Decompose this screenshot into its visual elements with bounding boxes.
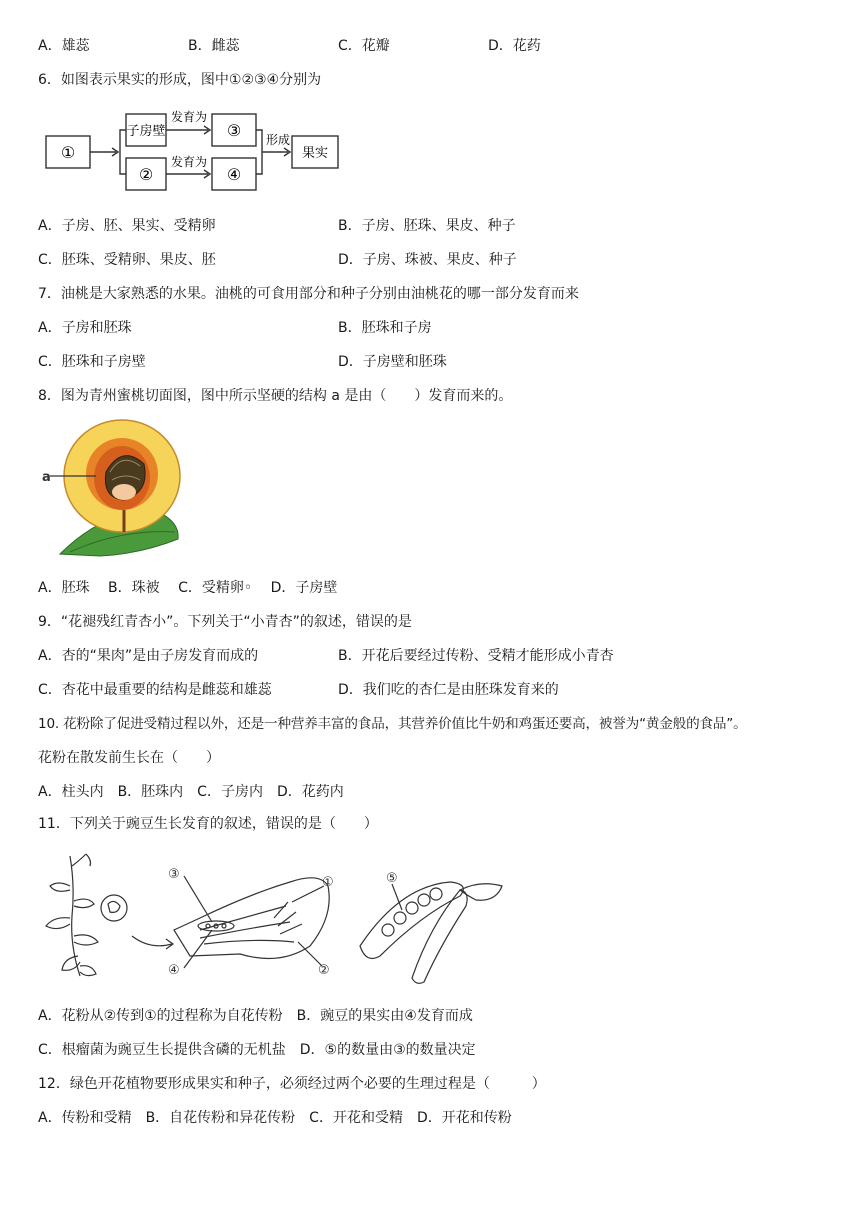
q9-option-a: A．杏的“果肉”是由子房发育而成的 [38, 648, 259, 664]
q9-option-d: D．我们吃的杏仁是由胚珠发育来的 [338, 682, 559, 698]
q11-stem: 11．下列关于豌豆生长发育的叙述，错误的是（ ） [38, 816, 378, 832]
q12-options: A．传粉和受精 B．自花传粉和异花传粉 C．开花和受精 D．开花和传粉 [38, 1110, 512, 1126]
q5-option-d: D．花药 [488, 38, 541, 54]
q5-option-c: C．花瓣 [338, 38, 390, 54]
diagram-box1-label: ① [60, 143, 76, 162]
q10-stem-line1: 10. 花粉除了促进受精过程以外，还是一种营养丰富的食品，其营养价值比牛奶和鸡蛋还要高，被誉为“黄金般的食品”。 [38, 716, 747, 732]
q7-stem: 7．油桃是大家熟悉的水果。油桃的可食用部分和种子分别由油桃花的哪一部分发育而来 [38, 286, 579, 302]
pea-label-1: ① [322, 875, 334, 890]
peach-cross-section-figure [40, 414, 190, 566]
q5-option-a: A．雄蕊 [38, 38, 90, 54]
pea-label-2: ② [318, 963, 330, 978]
q8-options: A．胚珠 B．珠被 C．受精卵◦ D．子房壁 [38, 580, 338, 596]
q5-option-b: B．雌蕊 [188, 38, 240, 54]
diagram-ovary-wall-label: 子房壁 [126, 124, 166, 139]
diagram-box3-label: ③ [226, 121, 242, 140]
q6-option-c: C．胚珠、受精卵、果皮、胚 [38, 252, 216, 268]
q11-options-ab: A．花粉从②传到①的过程称为自花传粉 B．豌豆的果实由④发育而成 [38, 1008, 473, 1024]
diagram-develop1-label: 发育为 [170, 110, 208, 124]
diagram-box4-label: ④ [226, 165, 242, 184]
q10-options: A．柱头内 B．胚珠内 C．子房内 D．花药内 [38, 784, 344, 800]
pea-label-3: ③ [168, 867, 180, 882]
q6-option-d: D．子房、珠被、果皮、种子 [338, 252, 517, 268]
q10-stem-line2: 花粉在散发前生长在（ ） [38, 750, 220, 766]
pea-growth-figure [40, 846, 520, 990]
q9-option-c: C．杏花中最重要的结构是雌蕊和雄蕊 [38, 682, 272, 698]
q7-option-c: C．胚珠和子房壁 [38, 354, 146, 370]
pea-label-4: ④ [168, 963, 180, 978]
q7-option-a: A．子房和胚珠 [38, 320, 132, 336]
q6-stem: 6．如图表示果实的形成，图中①②③④分别为 [38, 72, 322, 88]
q6-option-b: B．子房、胚珠、果皮、种子 [338, 218, 516, 234]
q6-option-a: A．子房、胚、果实、受精卵 [38, 218, 216, 234]
diagram-box2-label: ② [138, 165, 154, 184]
q9-stem: 9．“花褪残红青杏小”。下列关于“小青杏”的叙述，错误的是 [38, 614, 412, 630]
diagram-fruit-label: 果实 [301, 146, 329, 161]
q7-option-b: B．胚珠和子房 [338, 320, 432, 336]
q7-option-d: D．子房壁和胚珠 [338, 354, 447, 370]
peach-label-a: a [42, 470, 51, 485]
diagram-develop2-label: 发育为 [170, 155, 208, 169]
diagram-form-label: 形成 [265, 133, 291, 147]
q12-stem: 12．绿色开花植物要形成果实和种子，必须经过两个必要的生理过程是（ ） [38, 1076, 546, 1092]
q11-options-cd: C．根瘤菌为豌豆生长提供含磷的无机盐 D．⑤的数量由③的数量决定 [38, 1042, 476, 1058]
pea-label-5: ⑤ [386, 871, 398, 886]
fruit-formation-diagram [42, 100, 342, 196]
q8-stem: 8．图为青州蜜桃切面图，图中所示坚硬的结构 a 是由（ ）发育而来的。 [38, 388, 513, 404]
q9-option-b: B．开花后要经过传粉、受精才能形成小青杏 [338, 648, 614, 664]
